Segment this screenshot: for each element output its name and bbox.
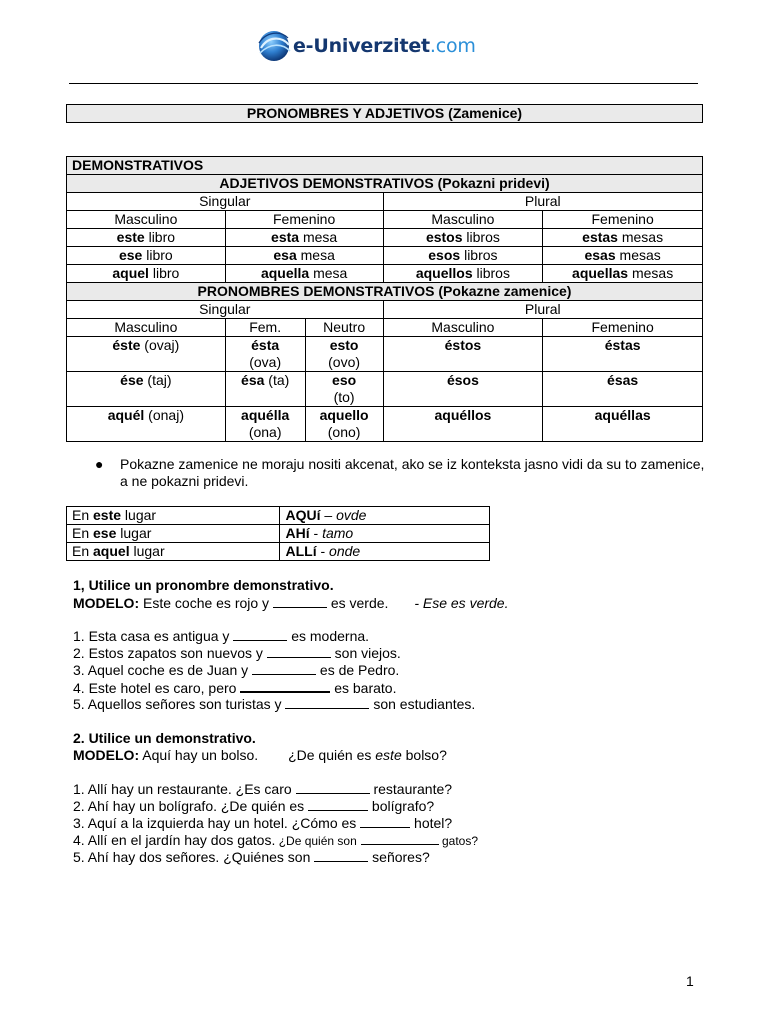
item-text: son viejos. <box>330 645 401 661</box>
exercise-1-modelo <box>73 595 508 612</box>
cell-bold: aquel <box>93 543 130 559</box>
logo-brand: e-Univerzitet <box>293 35 430 57</box>
item-text: 3. Aquí a la izquierda hay un hotel. ¿Cómo es <box>73 815 357 831</box>
table-cell <box>225 229 383 247</box>
demonstrativos-heading: DEMONSTRATIVOS <box>67 157 703 175</box>
cell-bold: ésta <box>251 337 280 353</box>
exercise-item <box>73 815 452 832</box>
table-cell <box>543 337 703 372</box>
modelo-italic: este <box>375 747 402 763</box>
cell-bold: AQUí <box>285 507 321 523</box>
cell-text: (ona) <box>248 424 282 440</box>
pron-masc-pl-header: Masculino <box>383 319 543 337</box>
table-row <box>67 157 703 175</box>
answer-blank[interactable] <box>360 815 410 828</box>
exercise-item <box>73 679 396 697</box>
adj-fem-sg-header: Femenino <box>225 211 383 229</box>
table-cell <box>383 265 543 283</box>
answer-blank[interactable] <box>361 832 439 845</box>
cell-text: mesas <box>617 229 664 245</box>
table-cell <box>67 372 226 407</box>
table-cell <box>67 247 226 265</box>
cell-text: (ono) <box>327 424 361 440</box>
table-row <box>67 507 490 525</box>
cell-text: (to) <box>333 389 355 405</box>
modelo-text: ¿De quién es <box>288 747 376 763</box>
cell-italic: tamo <box>322 525 354 541</box>
exercise-item <box>73 832 478 850</box>
answer-blank[interactable] <box>285 696 369 709</box>
table-cell <box>280 507 490 525</box>
table-cell <box>225 372 305 407</box>
table-row <box>67 337 703 372</box>
adjetivos-heading: ADJETIVOS DEMONSTRATIVOS (Pokazni pridevi) <box>67 175 703 193</box>
table-cell <box>383 372 543 407</box>
cell-text: - <box>309 525 323 541</box>
cell-bold: esto <box>329 337 359 353</box>
cell-bold: esos <box>428 247 461 263</box>
table-cell <box>225 407 305 442</box>
table-cell <box>543 265 703 283</box>
exercise-item <box>73 798 434 815</box>
table-cell <box>67 507 280 525</box>
globe-logo-icon <box>256 28 292 64</box>
table-cell <box>305 407 383 442</box>
adj-plural-header: Plural <box>383 193 702 211</box>
table-cell <box>383 337 543 372</box>
item-text: 1. Allí hay un restaurante. ¿Es caro <box>73 781 292 797</box>
item-text: 5. Aquellos señores son turistas y <box>73 696 282 712</box>
pron-fem-pl-header: Femenino <box>543 319 703 337</box>
exercise-item <box>73 628 369 645</box>
cell-bold: esa <box>273 247 297 263</box>
cell-bold: ésas <box>607 372 639 388</box>
cell-bold: aquel <box>112 265 149 281</box>
document-title: PRONOMBRES Y ADJETIVOS (Zamenice) <box>67 105 703 123</box>
item-text: es de Pedro. <box>316 662 400 678</box>
answer-blank[interactable] <box>240 679 330 693</box>
note-bullet <box>95 456 705 490</box>
cell-text: lugar <box>129 543 165 559</box>
table-row <box>67 283 703 301</box>
cell-bold: aquéllos <box>434 407 492 423</box>
answer-blank[interactable] <box>252 662 316 675</box>
item-text: bolígrafo? <box>368 798 435 814</box>
item-text: es moderna. <box>287 628 370 644</box>
table-cell <box>67 229 226 247</box>
page-number: 1 <box>686 973 694 989</box>
answer-blank[interactable] <box>233 628 287 641</box>
table-cell <box>67 543 280 561</box>
item-text: 1. Esta casa es antigua y <box>73 628 230 644</box>
header-rule <box>69 83 698 84</box>
cell-text: (onaj) <box>144 407 184 423</box>
cell-bold: éstos <box>444 337 482 353</box>
cell-bold: aquellos <box>415 265 473 281</box>
modelo-label: MODELO: <box>73 595 140 611</box>
table-row <box>67 301 703 319</box>
cell-text: (ova) <box>249 354 282 370</box>
table-row <box>67 372 703 407</box>
table-cell <box>383 247 543 265</box>
cell-text: lugar <box>116 525 152 541</box>
table-row <box>67 525 490 543</box>
bullet-dot-icon: ● <box>95 456 104 472</box>
item-text: 5. Ahí hay dos señores. ¿Quiénes son <box>73 849 311 865</box>
exercise-2-modelo <box>73 747 447 764</box>
cell-bold: AHí <box>285 525 310 541</box>
table-row <box>67 175 703 193</box>
modelo-label: MODELO: <box>73 747 140 763</box>
item-text: 2. Estos zapatos son nuevos y <box>73 645 263 661</box>
pron-singular-header: Singular <box>67 301 384 319</box>
exercise-item <box>73 849 430 866</box>
answer-blank[interactable] <box>314 849 368 862</box>
note-text: Pokazne zamenice ne moraju nositi akcenat, ako se iz konteksta jasno vidi da su to zamenice, a ne pokazni pridevi. <box>120 456 705 489</box>
cell-text: libros <box>460 247 498 263</box>
modelo-answer: - Ese es verde. <box>414 595 509 611</box>
item-text: 4. Este hotel es caro, pero <box>73 680 237 696</box>
modelo-text: Este coche es rojo y <box>139 595 270 611</box>
table-row <box>67 407 703 442</box>
cell-bold: ésos <box>446 372 479 388</box>
answer-blank[interactable] <box>296 781 370 794</box>
cell-italic: onde <box>329 543 361 559</box>
table-cell <box>67 525 280 543</box>
cell-bold: éstas <box>604 337 641 353</box>
adj-singular-header: Singular <box>67 193 384 211</box>
cell-text: mesa <box>299 229 338 245</box>
cell-text: mesa <box>309 265 348 281</box>
cell-text: – <box>320 507 337 523</box>
cell-bold: esas <box>584 247 616 263</box>
pron-plural-header: Plural <box>383 301 702 319</box>
logo <box>256 27 476 65</box>
exercise-item <box>73 662 399 679</box>
pronombres-heading: PRONOMBRES DEMONSTRATIVOS (Pokazne zamenice) <box>67 283 703 301</box>
cell-text: lugar <box>121 507 157 523</box>
table-cell <box>225 337 305 372</box>
logo-text <box>293 35 476 57</box>
table-cell <box>305 372 383 407</box>
table-row <box>67 247 703 265</box>
exercise-1-title: 1, Utilice un pronombre demonstrativo. <box>73 577 334 593</box>
cell-bold: aquello <box>319 407 369 423</box>
cell-text: libros <box>472 265 510 281</box>
item-text: señores? <box>368 849 430 865</box>
cell-bold: este <box>116 229 145 245</box>
table-cell <box>543 372 703 407</box>
cell-text: libros <box>462 229 500 245</box>
item-text: 2. Ahí hay un bolígrafo. ¿De quién es <box>73 798 305 814</box>
cell-bold: aquélla <box>241 407 290 423</box>
cell-bold: aquél <box>107 407 145 423</box>
table-cell <box>543 247 703 265</box>
table-row <box>67 265 703 283</box>
item-text-small: gatos? <box>438 834 479 848</box>
exercise-item <box>73 696 475 713</box>
cell-text: En <box>72 543 94 559</box>
cell-bold: éste <box>112 337 141 353</box>
table-row <box>67 229 703 247</box>
table-cell <box>67 407 226 442</box>
cell-text: libro <box>144 229 176 245</box>
modelo-text: bolso? <box>401 747 447 763</box>
cell-text: (ta) <box>264 372 290 388</box>
cell-bold: aquéllas <box>594 407 651 423</box>
cell-text: libro <box>142 247 173 263</box>
exercise-item <box>73 645 401 662</box>
cell-bold: esta <box>271 229 300 245</box>
cell-text: (taj) <box>143 372 172 388</box>
table-cell <box>67 265 226 283</box>
logo-tld: .com <box>429 35 476 57</box>
item-text: restaurante? <box>369 781 453 797</box>
cell-bold: estas <box>582 229 618 245</box>
exercise-item <box>73 781 452 798</box>
table-cell <box>543 229 703 247</box>
table-row <box>67 193 703 211</box>
exercise-2-title: 2. Utilice un demonstrativo. <box>73 730 256 746</box>
table-row <box>67 211 703 229</box>
table-cell <box>225 265 383 283</box>
cell-text: mesas <box>615 247 661 263</box>
cell-bold: ése <box>120 372 144 388</box>
pron-masc-header: Masculino <box>67 319 226 337</box>
cell-bold: ese <box>118 247 143 263</box>
item-text: es barato. <box>330 680 397 696</box>
table-cell <box>383 229 543 247</box>
lugares-table <box>66 506 490 561</box>
cell-bold: aquellas <box>572 265 629 281</box>
cell-text: En <box>72 525 94 541</box>
demonstrativos-table <box>66 156 703 442</box>
cell-text: (ovo) <box>328 354 361 370</box>
table-cell <box>67 337 226 372</box>
item-text: hotel? <box>410 815 453 831</box>
table-row <box>67 543 490 561</box>
table-cell <box>543 407 703 442</box>
cell-text: mesas <box>628 265 674 281</box>
modelo-text: es verde. <box>326 595 389 611</box>
item-text: son estudiantes. <box>369 696 476 712</box>
cell-text: En <box>72 507 94 523</box>
item-text-small: ¿De quién son <box>275 834 357 848</box>
pron-neutro-header: Neutro <box>305 319 383 337</box>
cell-text: mesa <box>296 247 335 263</box>
adj-fem-pl-header: Femenino <box>543 211 703 229</box>
answer-blank[interactable] <box>308 798 368 811</box>
cell-bold: eso <box>332 372 357 388</box>
adj-masc-sg-header: Masculino <box>67 211 226 229</box>
table-cell <box>383 407 543 442</box>
item-text: 3. Aquel coche es de Juan y <box>73 662 249 678</box>
table-cell <box>305 337 383 372</box>
table-row <box>67 319 703 337</box>
cell-text: (ovaj) <box>140 337 180 353</box>
title-box <box>66 104 703 123</box>
modelo-text: Aquí hay un bolso. <box>139 747 259 763</box>
cell-bold: ese <box>93 525 117 541</box>
cell-text: - <box>316 543 330 559</box>
table-cell <box>280 525 490 543</box>
cell-bold: aquella <box>260 265 310 281</box>
cell-italic: ovde <box>336 507 367 523</box>
adj-masc-pl-header: Masculino <box>383 211 543 229</box>
cell-bold: ésa <box>241 372 265 388</box>
cell-bold: este <box>93 507 122 523</box>
cell-bold: ALLí <box>285 543 317 559</box>
pron-fem-header: Fem. <box>225 319 305 337</box>
item-text: 4. Allí en el jardín hay dos gatos. <box>73 832 276 848</box>
cell-text: libro <box>148 265 180 281</box>
answer-blank[interactable] <box>267 645 331 658</box>
table-cell <box>280 543 490 561</box>
answer-blank[interactable] <box>273 595 327 608</box>
cell-bold: estos <box>425 229 463 245</box>
table-cell <box>225 247 383 265</box>
